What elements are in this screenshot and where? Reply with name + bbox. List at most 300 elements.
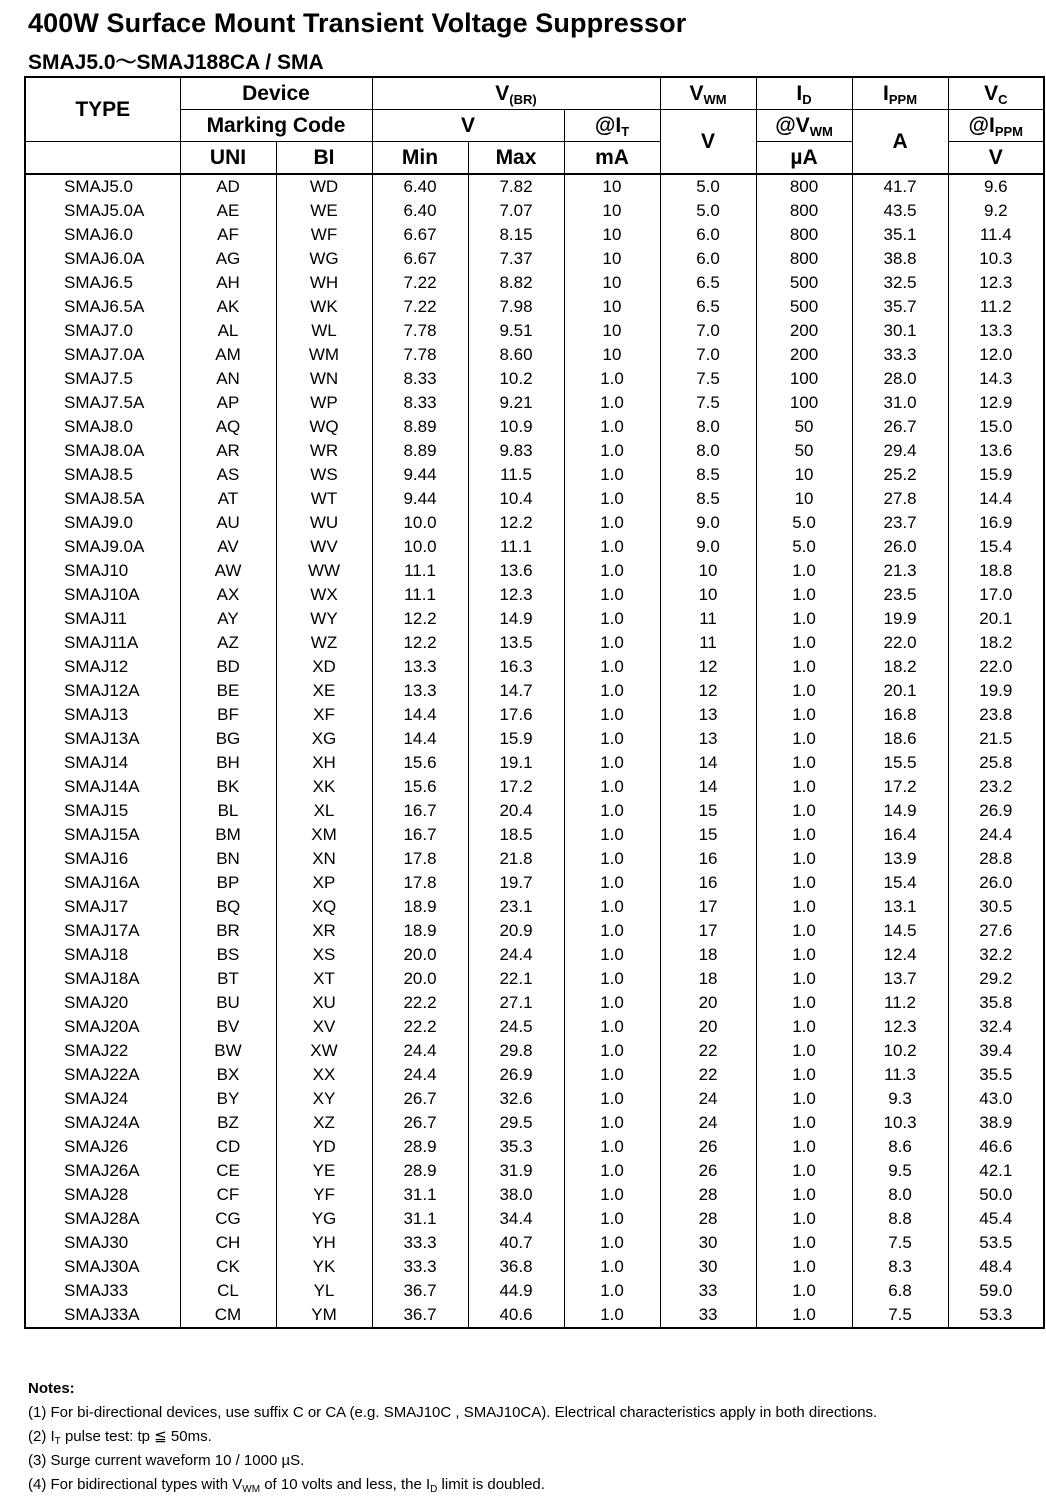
- cell-vwm: 16: [660, 871, 756, 895]
- cell-type: SMAJ33: [25, 1279, 180, 1303]
- table-row: [25, 751, 1044, 775]
- cell-vbr-min: 18.9: [372, 895, 468, 919]
- cell-bi: YM: [276, 1303, 372, 1328]
- cell-id: 1.0: [756, 823, 852, 847]
- cell-vbr-max: 34.4: [468, 1207, 564, 1231]
- cell-it: 10: [564, 343, 660, 367]
- cell-it: 1.0: [564, 535, 660, 559]
- cell-ippm: 38.8: [852, 247, 948, 271]
- cell-bi: WM: [276, 343, 372, 367]
- cell-vc: 28.8: [948, 847, 1044, 871]
- cell-bi: XZ: [276, 1111, 372, 1135]
- cell-id: 500: [756, 295, 852, 319]
- cell-uni: BV: [180, 1015, 276, 1039]
- cell-vbr-min: 8.33: [372, 391, 468, 415]
- cell-vbr-max: 36.8: [468, 1255, 564, 1279]
- cell-type: SMAJ9.0: [25, 511, 180, 535]
- cell-uni: BX: [180, 1063, 276, 1087]
- header-at-ippm: $@I_{PPM}$: [948, 110, 1044, 142]
- cell-ippm: 27.8: [852, 487, 948, 511]
- cell-vc: 21.5: [948, 727, 1044, 751]
- cell-vwm: 22: [660, 1039, 756, 1063]
- cell-vbr-max: 13.6: [468, 559, 564, 583]
- cell-vc: 9.6: [948, 174, 1044, 199]
- cell-it: 10: [564, 174, 660, 199]
- cell-vbr-max: 13.5: [468, 631, 564, 655]
- cell-vc: 45.4: [948, 1207, 1044, 1231]
- cell-vbr-max: 17.2: [468, 775, 564, 799]
- cell-uni: CM: [180, 1303, 276, 1328]
- cell-uni: AD: [180, 174, 276, 199]
- header-ippm-unit: A: [852, 110, 948, 175]
- cell-ippm: 30.1: [852, 319, 948, 343]
- cell-bi: XM: [276, 823, 372, 847]
- cell-type: SMAJ18A: [25, 967, 180, 991]
- header-id: $I_D$: [756, 77, 852, 110]
- cell-uni: AP: [180, 391, 276, 415]
- cell-vwm: 17: [660, 895, 756, 919]
- table-row: [25, 871, 1044, 895]
- table-row: [25, 823, 1044, 847]
- cell-bi: WP: [276, 391, 372, 415]
- cell-it: 10: [564, 271, 660, 295]
- cell-vc: 11.4: [948, 223, 1044, 247]
- note-2: (2) $I_T$ pulse test: tp ≦ 50ms.: [28, 1428, 212, 1447]
- table-row: [25, 295, 1044, 319]
- cell-vbr-min: 9.44: [372, 463, 468, 487]
- cell-vbr-max: 9.83: [468, 439, 564, 463]
- cell-id: 1.0: [756, 727, 852, 751]
- cell-vwm: 30: [660, 1255, 756, 1279]
- cell-vc: 50.0: [948, 1183, 1044, 1207]
- note-4: (4) For bidirectional types with $V_{WM}$ of 10 volts and less, the $I_D$ limit is doubled.: [28, 1476, 545, 1495]
- cell-vwm: 7.5: [660, 391, 756, 415]
- cell-vwm: 11: [660, 631, 756, 655]
- cell-vwm: 9.0: [660, 535, 756, 559]
- cell-uni: AS: [180, 463, 276, 487]
- table-row: [25, 607, 1044, 631]
- cell-vwm: 8.0: [660, 415, 756, 439]
- cell-vbr-min: 16.7: [372, 799, 468, 823]
- cell-vwm: 7.5: [660, 367, 756, 391]
- table-row: [25, 199, 1044, 223]
- cell-id: 1.0: [756, 655, 852, 679]
- cell-it: 1.0: [564, 1183, 660, 1207]
- cell-vwm: 8.5: [660, 463, 756, 487]
- cell-vbr-min: 14.4: [372, 727, 468, 751]
- cell-vwm: 10: [660, 559, 756, 583]
- cell-ippm: 16.4: [852, 823, 948, 847]
- cell-uni: BR: [180, 919, 276, 943]
- cell-bi: XT: [276, 967, 372, 991]
- cell-vbr-max: 9.51: [468, 319, 564, 343]
- cell-vbr-min: 20.0: [372, 943, 468, 967]
- cell-bi: YL: [276, 1279, 372, 1303]
- cell-bi: XS: [276, 943, 372, 967]
- cell-vbr-max: 23.1: [468, 895, 564, 919]
- cell-uni: AM: [180, 343, 276, 367]
- cell-vbr-min: 33.3: [372, 1255, 468, 1279]
- cell-id: 1.0: [756, 559, 852, 583]
- cell-it: 1.0: [564, 1063, 660, 1087]
- cell-uni: AQ: [180, 415, 276, 439]
- table-row: [25, 967, 1044, 991]
- cell-type: SMAJ14A: [25, 775, 180, 799]
- cell-uni: AK: [180, 295, 276, 319]
- cell-vc: 11.2: [948, 295, 1044, 319]
- cell-vbr-min: 8.89: [372, 439, 468, 463]
- cell-vbr-max: 10.9: [468, 415, 564, 439]
- cell-type: SMAJ7.0A: [25, 343, 180, 367]
- cell-type: SMAJ6.0A: [25, 247, 180, 271]
- cell-type: SMAJ22: [25, 1039, 180, 1063]
- cell-uni: BU: [180, 991, 276, 1015]
- cell-it: 1.0: [564, 463, 660, 487]
- cell-ippm: 23.5: [852, 583, 948, 607]
- cell-uni: BH: [180, 751, 276, 775]
- cell-vc: 18.2: [948, 631, 1044, 655]
- cell-vc: 18.8: [948, 559, 1044, 583]
- cell-id: 1.0: [756, 751, 852, 775]
- cell-uni: CD: [180, 1135, 276, 1159]
- cell-it: 1.0: [564, 655, 660, 679]
- cell-type: SMAJ24A: [25, 1111, 180, 1135]
- cell-uni: BM: [180, 823, 276, 847]
- cell-ippm: 8.3: [852, 1255, 948, 1279]
- cell-vc: 32.2: [948, 943, 1044, 967]
- cell-uni: BF: [180, 703, 276, 727]
- cell-id: 5.0: [756, 535, 852, 559]
- cell-vbr-min: 31.1: [372, 1183, 468, 1207]
- cell-it: 1.0: [564, 847, 660, 871]
- cell-vc: 13.6: [948, 439, 1044, 463]
- table-row: [25, 367, 1044, 391]
- cell-type: SMAJ16A: [25, 871, 180, 895]
- cell-vbr-min: 31.1: [372, 1207, 468, 1231]
- cell-id: 1.0: [756, 943, 852, 967]
- cell-type: SMAJ9.0A: [25, 535, 180, 559]
- cell-vwm: 8.0: [660, 439, 756, 463]
- cell-vbr-min: 13.3: [372, 655, 468, 679]
- cell-vwm: 30: [660, 1231, 756, 1255]
- cell-it: 1.0: [564, 1135, 660, 1159]
- cell-bi: YF: [276, 1183, 372, 1207]
- table-row: [25, 703, 1044, 727]
- table-row: [25, 943, 1044, 967]
- cell-vbr-max: 15.9: [468, 727, 564, 751]
- table-row: [25, 559, 1044, 583]
- cell-vwm: 33: [660, 1303, 756, 1328]
- cell-vbr-max: 27.1: [468, 991, 564, 1015]
- cell-vbr-max: 14.7: [468, 679, 564, 703]
- cell-vwm: 13: [660, 703, 756, 727]
- cell-bi: XQ: [276, 895, 372, 919]
- cell-vbr-min: 36.7: [372, 1279, 468, 1303]
- cell-ippm: 12.3: [852, 1015, 948, 1039]
- cell-vbr-max: 44.9: [468, 1279, 564, 1303]
- cell-ippm: 29.4: [852, 439, 948, 463]
- cell-type: SMAJ6.5: [25, 271, 180, 295]
- table-row: [25, 1231, 1044, 1255]
- cell-id: 800: [756, 247, 852, 271]
- cell-vwm: 20: [660, 1015, 756, 1039]
- cell-type: SMAJ8.5: [25, 463, 180, 487]
- cell-it: 1.0: [564, 1159, 660, 1183]
- cell-vbr-max: 20.9: [468, 919, 564, 943]
- cell-type: SMAJ7.5A: [25, 391, 180, 415]
- cell-uni: AU: [180, 511, 276, 535]
- table-row: [25, 343, 1044, 367]
- cell-it: 1.0: [564, 1279, 660, 1303]
- table-row: [25, 1279, 1044, 1303]
- cell-id: 1.0: [756, 967, 852, 991]
- cell-bi: WR: [276, 439, 372, 463]
- cell-vwm: 6.0: [660, 223, 756, 247]
- cell-id: 1.0: [756, 895, 852, 919]
- cell-ippm: 8.8: [852, 1207, 948, 1231]
- cell-id: 1.0: [756, 1111, 852, 1135]
- cell-vbr-max: 11.1: [468, 535, 564, 559]
- cell-vbr-min: 14.4: [372, 703, 468, 727]
- table-row: [25, 919, 1044, 943]
- cell-id: 50: [756, 415, 852, 439]
- cell-ippm: 43.5: [852, 199, 948, 223]
- cell-type: SMAJ17A: [25, 919, 180, 943]
- cell-vbr-min: 15.6: [372, 775, 468, 799]
- cell-uni: AX: [180, 583, 276, 607]
- cell-vbr-min: 18.9: [372, 919, 468, 943]
- cell-it: 10: [564, 319, 660, 343]
- cell-vbr-max: 17.6: [468, 703, 564, 727]
- cell-uni: AZ: [180, 631, 276, 655]
- cell-vc: 12.0: [948, 343, 1044, 367]
- cell-ippm: 9.3: [852, 1087, 948, 1111]
- cell-vc: 53.3: [948, 1303, 1044, 1328]
- cell-id: 1.0: [756, 847, 852, 871]
- cell-id: 1.0: [756, 1063, 852, 1087]
- cell-ippm: 15.4: [852, 871, 948, 895]
- cell-type: SMAJ30A: [25, 1255, 180, 1279]
- cell-ippm: 32.5: [852, 271, 948, 295]
- cell-vbr-max: 19.7: [468, 871, 564, 895]
- cell-uni: AE: [180, 199, 276, 223]
- cell-it: 10: [564, 223, 660, 247]
- cell-id: 1.0: [756, 1231, 852, 1255]
- cell-type: SMAJ8.5A: [25, 487, 180, 511]
- cell-type: SMAJ28A: [25, 1207, 180, 1231]
- cell-ippm: 9.5: [852, 1159, 948, 1183]
- cell-ippm: 11.3: [852, 1063, 948, 1087]
- cell-type: SMAJ5.0: [25, 174, 180, 199]
- cell-ippm: 14.9: [852, 799, 948, 823]
- page-title: 400W Surface Mount Transient Voltage Suppressor: [28, 8, 687, 38]
- cell-vbr-min: 7.78: [372, 343, 468, 367]
- cell-uni: BW: [180, 1039, 276, 1063]
- cell-vwm: 14: [660, 775, 756, 799]
- cell-it: 1.0: [564, 727, 660, 751]
- cell-bi: WT: [276, 487, 372, 511]
- cell-bi: XP: [276, 871, 372, 895]
- cell-vc: 17.0: [948, 583, 1044, 607]
- cell-vc: 26.0: [948, 871, 1044, 895]
- cell-vwm: 5.0: [660, 199, 756, 223]
- cell-bi: WH: [276, 271, 372, 295]
- cell-vwm: 15: [660, 823, 756, 847]
- cell-vbr-min: 11.1: [372, 559, 468, 583]
- cell-vbr-min: 24.4: [372, 1039, 468, 1063]
- cell-vc: 14.4: [948, 487, 1044, 511]
- cell-vwm: 6.5: [660, 271, 756, 295]
- cell-ippm: 41.7: [852, 174, 948, 199]
- cell-it: 1.0: [564, 415, 660, 439]
- cell-uni: BG: [180, 727, 276, 751]
- cell-ippm: 7.5: [852, 1231, 948, 1255]
- table-row: [25, 1063, 1044, 1087]
- cell-vbr-max: 20.4: [468, 799, 564, 823]
- cell-vbr-max: 31.9: [468, 1159, 564, 1183]
- table-row: [25, 1111, 1044, 1135]
- cell-vbr-max: 32.6: [468, 1087, 564, 1111]
- cell-vc: 23.2: [948, 775, 1044, 799]
- cell-vwm: 18: [660, 967, 756, 991]
- cell-vc: 19.9: [948, 679, 1044, 703]
- cell-ippm: 35.7: [852, 295, 948, 319]
- cell-uni: CF: [180, 1183, 276, 1207]
- cell-id: 1.0: [756, 919, 852, 943]
- cell-vwm: 24: [660, 1087, 756, 1111]
- cell-type: SMAJ11A: [25, 631, 180, 655]
- cell-it: 1.0: [564, 799, 660, 823]
- cell-uni: BL: [180, 799, 276, 823]
- cell-vbr-min: 26.7: [372, 1111, 468, 1135]
- cell-it: 1.0: [564, 1303, 660, 1328]
- cell-bi: XD: [276, 655, 372, 679]
- cell-it: 1.0: [564, 1039, 660, 1063]
- cell-id: 5.0: [756, 511, 852, 535]
- cell-it: 1.0: [564, 919, 660, 943]
- cell-type: SMAJ26: [25, 1135, 180, 1159]
- cell-vwm: 9.0: [660, 511, 756, 535]
- table-row: [25, 1207, 1044, 1231]
- header-blank: [25, 142, 180, 175]
- cell-bi: WK: [276, 295, 372, 319]
- cell-vwm: 22: [660, 1063, 756, 1087]
- cell-uni: BK: [180, 775, 276, 799]
- cell-bi: WE: [276, 199, 372, 223]
- cell-ippm: 31.0: [852, 391, 948, 415]
- cell-bi: WL: [276, 319, 372, 343]
- cell-ippm: 13.7: [852, 967, 948, 991]
- cell-vbr-min: 10.0: [372, 535, 468, 559]
- table-row: [25, 535, 1044, 559]
- cell-vbr-max: 18.5: [468, 823, 564, 847]
- table-body: [25, 174, 1044, 1328]
- header-vc: $V_C$: [948, 77, 1044, 110]
- cell-type: SMAJ7.0: [25, 319, 180, 343]
- cell-bi: WS: [276, 463, 372, 487]
- cell-ippm: 35.1: [852, 223, 948, 247]
- cell-vc: 43.0: [948, 1087, 1044, 1111]
- header-vwm-unit: V: [660, 110, 756, 175]
- cell-bi: WV: [276, 535, 372, 559]
- cell-vbr-max: 40.7: [468, 1231, 564, 1255]
- cell-bi: XE: [276, 679, 372, 703]
- cell-id: 1.0: [756, 1303, 852, 1328]
- cell-id: 100: [756, 391, 852, 415]
- cell-id: 1.0: [756, 1135, 852, 1159]
- cell-vbr-min: 28.9: [372, 1159, 468, 1183]
- cell-vc: 29.2: [948, 967, 1044, 991]
- cell-bi: WX: [276, 583, 372, 607]
- cell-vbr-min: 7.22: [372, 295, 468, 319]
- cell-ippm: 21.3: [852, 559, 948, 583]
- cell-type: SMAJ33A: [25, 1303, 180, 1328]
- table-row: [25, 775, 1044, 799]
- cell-bi: XH: [276, 751, 372, 775]
- header-min: Min: [372, 142, 468, 175]
- cell-vbr-max: 24.5: [468, 1015, 564, 1039]
- cell-id: 1.0: [756, 1183, 852, 1207]
- cell-id: 1.0: [756, 1159, 852, 1183]
- cell-type: SMAJ20A: [25, 1015, 180, 1039]
- cell-vc: 13.3: [948, 319, 1044, 343]
- cell-vbr-min: 9.44: [372, 487, 468, 511]
- cell-vbr-max: 9.21: [468, 391, 564, 415]
- cell-vbr-min: 15.6: [372, 751, 468, 775]
- cell-vc: 46.6: [948, 1135, 1044, 1159]
- cell-id: 1.0: [756, 1279, 852, 1303]
- cell-ippm: 8.0: [852, 1183, 948, 1207]
- cell-ippm: 15.5: [852, 751, 948, 775]
- cell-vc: 15.9: [948, 463, 1044, 487]
- header-vc-unit: V: [948, 142, 1044, 175]
- cell-uni: CK: [180, 1255, 276, 1279]
- cell-bi: WY: [276, 607, 372, 631]
- cell-vc: 39.4: [948, 1039, 1044, 1063]
- cell-vbr-min: 20.0: [372, 967, 468, 991]
- cell-type: SMAJ20: [25, 991, 180, 1015]
- header-max: Max: [468, 142, 564, 175]
- cell-it: 1.0: [564, 511, 660, 535]
- cell-vbr-min: 17.8: [372, 871, 468, 895]
- cell-bi: WU: [276, 511, 372, 535]
- cell-vc: 22.0: [948, 655, 1044, 679]
- cell-vwm: 6.0: [660, 247, 756, 271]
- cell-vwm: 12: [660, 679, 756, 703]
- cell-bi: YH: [276, 1231, 372, 1255]
- table-row: [25, 511, 1044, 535]
- cell-vc: 14.3: [948, 367, 1044, 391]
- table-row: [25, 727, 1044, 751]
- cell-vc: 15.4: [948, 535, 1044, 559]
- cell-vc: 27.6: [948, 919, 1044, 943]
- cell-bi: XU: [276, 991, 372, 1015]
- header-ma: mA: [564, 142, 660, 175]
- cell-vbr-min: 7.22: [372, 271, 468, 295]
- cell-id: 1.0: [756, 871, 852, 895]
- cell-vbr-min: 16.7: [372, 823, 468, 847]
- cell-it: 1.0: [564, 439, 660, 463]
- cell-it: 1.0: [564, 559, 660, 583]
- cell-ippm: 7.5: [852, 1303, 948, 1328]
- cell-vbr-max: 7.07: [468, 199, 564, 223]
- cell-it: 1.0: [564, 823, 660, 847]
- cell-vbr-min: 6.67: [372, 247, 468, 271]
- notes-title: Notes:: [28, 1380, 75, 1397]
- cell-type: SMAJ16: [25, 847, 180, 871]
- table-row: [25, 391, 1044, 415]
- cell-it: 1.0: [564, 871, 660, 895]
